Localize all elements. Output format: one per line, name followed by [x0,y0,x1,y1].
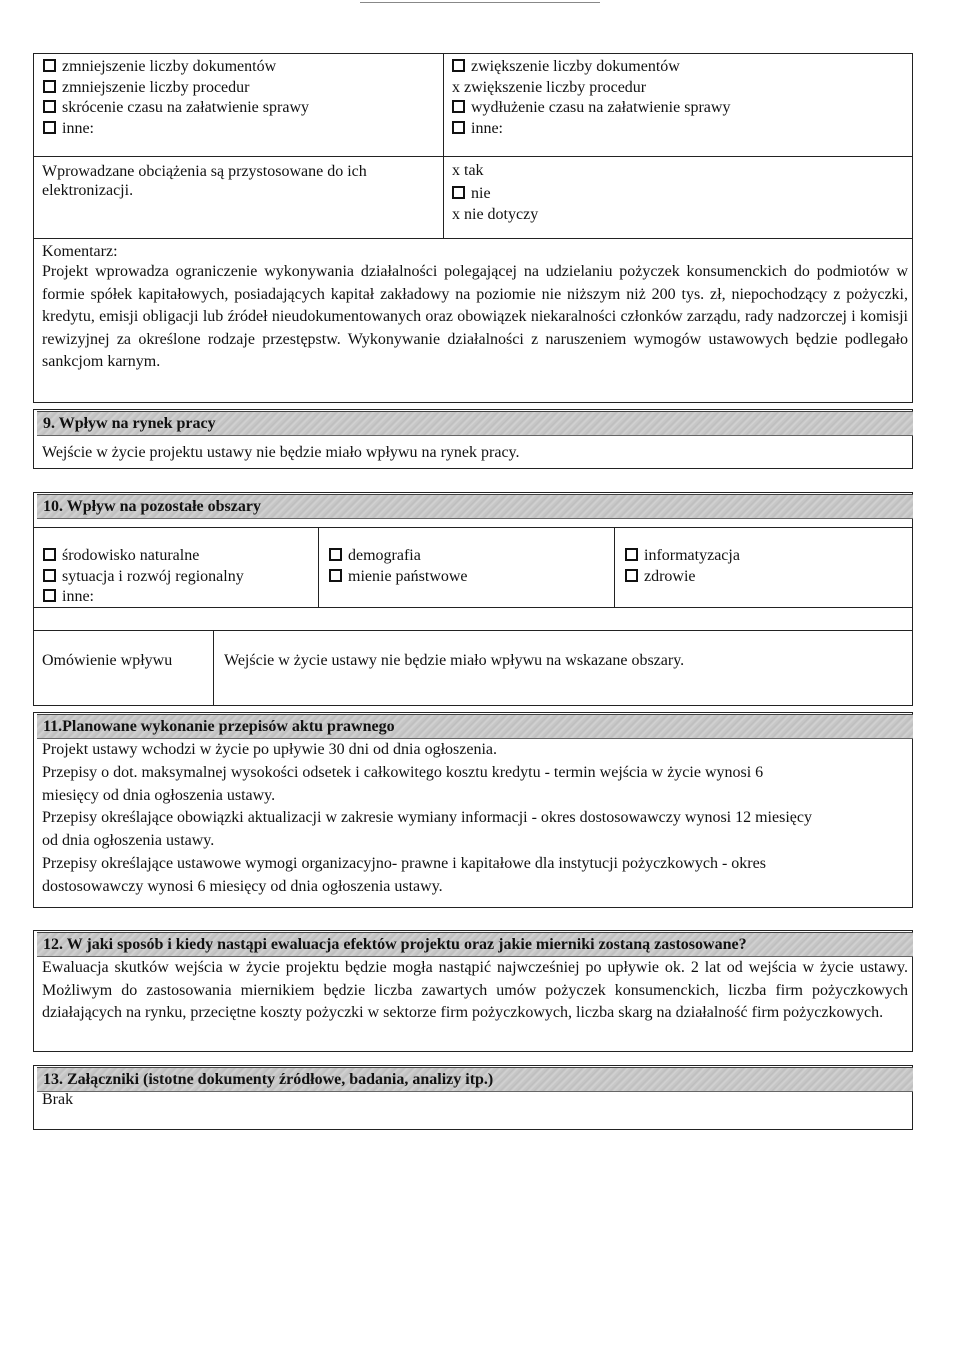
s11-line: Przepisy określające obowiązki aktualizacji w zakresie wymiany informacji - okres dostosowawczy wynosi 12 miesięcy [42,809,812,827]
option-row[interactable] [452,58,730,79]
checkbox[interactable] [452,186,465,199]
top-table-vdivider [443,53,444,239]
option-label: skrócenie czasu na załatwienie sprawy [62,99,309,116]
section-10-header: 10. Wpływ na pozostałe obszary [37,494,913,519]
option-row[interactable] [329,547,468,568]
option-row[interactable] [43,547,244,568]
option-label: nie dotyczy [464,206,539,223]
s10-hline-1 [33,527,913,528]
option-label: wydłużenie czasu na załatwienie sprawy [471,99,731,116]
option-label: sytuacja i rozwój regionalny [62,567,244,585]
s11-line: miesięcy od dnia ogłoszenia ustawy. [42,786,276,804]
s10-vline-1 [318,527,319,607]
checkbox[interactable] [43,121,56,134]
checkbox[interactable] [329,569,342,582]
option-label: inne: [62,119,94,137]
checkbox[interactable] [43,59,56,72]
s11-line: Projekt ustawy wchodzi w życie po upływie 30 dni od dnia ogłoszenia. [42,741,498,758]
option-label: inne: [62,588,94,605]
option-label: zdrowie [644,567,696,585]
option-row[interactable] [452,120,730,141]
option-row[interactable] [452,206,538,227]
x-mark: x [452,206,460,223]
checkbox[interactable] [625,548,638,561]
section-11-header: 11.Planowane wykonanie przepisów aktu prawnego [37,714,913,739]
option-label: zmniejszenie liczby dokumentów [62,58,277,75]
option-row[interactable] [43,99,309,120]
x-mark: x [452,78,460,96]
checkbox[interactable] [43,100,56,113]
option-row[interactable] [625,547,740,568]
section-11-text [42,739,812,899]
electronization-options [452,162,538,227]
top-table-hdivider-2 [33,238,913,239]
checkbox[interactable] [452,59,465,72]
option-label: demografia [348,547,421,564]
comment-text: Projekt wprowadza ograniczenie wykonywania działalności polegającej na udzielaniu pożyczek konsumenckich do podmiotów w formie spółek kapitałowych, posiadających kapitał zakładowy na poziomie nie niższym niż 200 tys. zł, niepochodzący z pożyczki, kredytu, emisji obligacji lub źródeł nieudokumentowanych oraz obowiązek niekaralności członków zarządu, rady nadzorczej i komisji rewizyjnej za określone rodzaje przestępstw. Wykonywanie działalności z naruszeniem wymogów ustawowych będzie podlegało sankcjom karnym. [42,263,908,370]
option-label: tak [464,162,484,179]
option-row[interactable] [625,568,740,589]
checkbox[interactable] [452,121,465,134]
option-label: zmniejszenie liczby procedur [62,78,250,96]
checkbox[interactable] [625,569,638,582]
section-9-text: Wejście w życie projektu ustawy nie będzie miało wpływu na rynek pracy. [42,444,520,461]
s11-line: Przepisy o dot. maksymalnej wysokości odsetek i całkowitego kosztu kredytu - termin wejścia w życie wynosi 6 [42,763,764,781]
option-row[interactable] [43,588,244,609]
section-12-text: Ewaluacja skutków wejścia w życie projektu będzie mogła nastąpić najwcześniej po upływie ok. 2 lat od wejścia w życie ustawy. Możliwym do zastosowania miernikiem będzie liczba zawartych umów pożyczek konsumenckich, liczba firm pożyczkowych działających na rynku, przeciętne koszty pożyczki w sektorze firm pożyczkowych, liczba skarg na działalność firm pożyczkowych. [42,959,908,1021]
option-label: środowisko naturalne [62,547,200,564]
option-row[interactable] [452,185,538,206]
option-row[interactable] [43,79,309,100]
electronization-label: Wprowadzane obciążenia są przystosowane do ich [42,163,367,180]
electronization-label-cont: elektronizacji. [42,182,134,199]
option-row[interactable] [329,568,468,589]
impact-label: Omówienie wpływu [42,652,173,669]
checkbox[interactable] [452,100,465,113]
option-row[interactable] [43,58,309,79]
option-label: inne: [471,119,503,137]
s10-vline-2 [614,527,615,607]
checkbox[interactable] [43,80,56,93]
checkbox[interactable] [329,548,342,561]
option-row[interactable] [452,99,730,120]
checkbox[interactable] [43,548,56,561]
section-13-text: Brak [42,1091,74,1108]
areas-col-2 [329,547,468,588]
s10-vline-3 [213,630,214,706]
scan-top-edge [360,2,600,3]
comment-label: Komentarz: [42,243,118,260]
areas-col-1 [43,547,244,609]
option-label: zwiększenie liczby procedur [464,78,647,96]
s11-line: dostosowawczy wynosi 6 miesięcy od dnia ogłoszenia ustawy. [42,877,443,895]
option-row[interactable] [452,162,538,183]
x-mark: x [452,162,460,179]
areas-col-3 [625,547,740,588]
impact-text: Wejście w życie ustawy nie będzie miało wpływu na wskazane obszary. [224,652,685,669]
checkbox[interactable] [43,569,56,582]
section-12-header: 12. W jaki sposób i kiedy nastąpi ewaluacja efektów projektu oraz jakie mierniki zostaną zastosowane? [37,932,913,957]
section-13-header: 13. Załączniki (istotne dokumenty źródłowe, badania, analizy itp.) [37,1067,913,1092]
option-label: nie [471,184,491,202]
option-label: informatyzacja [644,547,740,564]
section-9-header: 9. Wpływ na rynek pracy [37,411,913,436]
s10-hline-3 [33,630,913,631]
checkbox[interactable] [43,589,56,602]
option-row[interactable] [452,79,730,100]
s11-line: od dnia ogłoszenia ustawy. [42,832,215,850]
option-row[interactable] [43,568,244,589]
right-options [452,58,730,140]
option-row[interactable] [43,120,309,141]
top-table-hdivider-1 [33,156,913,157]
s11-line: Przepisy określające ustawowe wymogi organizacyjno- prawne i kapitałowe dla instytucji pożyczkowych - okres [42,854,766,872]
left-options [43,58,309,140]
option-label: zwiększenie liczby dokumentów [471,58,680,75]
option-label: mienie państwowe [348,567,468,585]
